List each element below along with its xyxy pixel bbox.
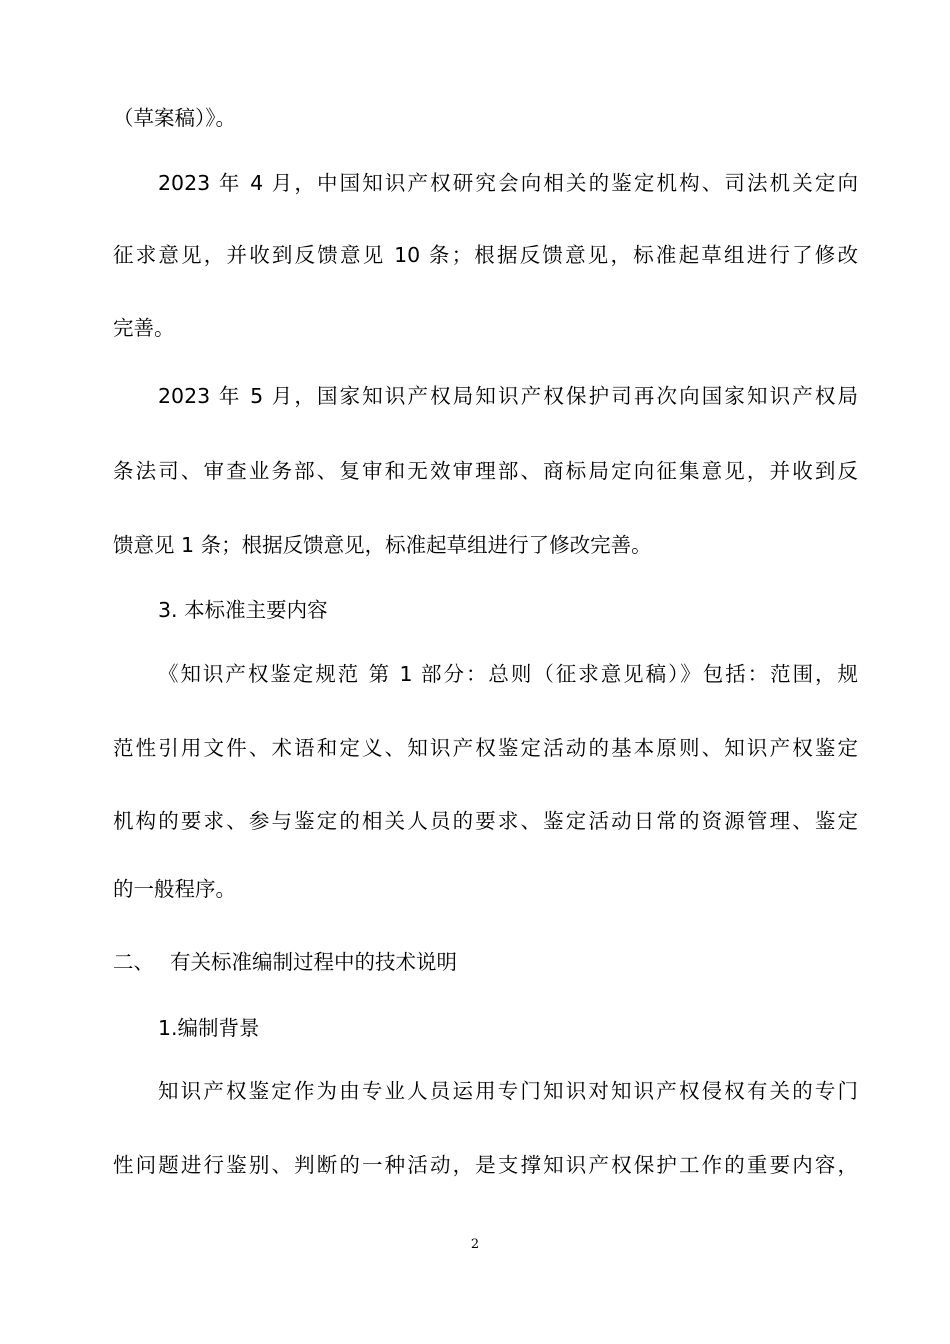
- section-number: 二、: [113, 950, 154, 974]
- text-line: 性问题进行鉴别、判断的一种活动，是支撑知识产权保护工作的重要内容，: [113, 1153, 858, 1177]
- subsection-heading: 1.编制背景: [158, 1016, 260, 1040]
- text-line: 的一般程序。: [113, 877, 236, 901]
- paragraph-first-line: 2023 年 5 月，国家知识产权局知识产权保护司再次向国家知识产权局: [158, 384, 858, 408]
- text-line: 征求意见，并收到反馈意见 10 条；根据反馈意见，标准起草组进行了修改: [113, 243, 858, 267]
- paragraph-first-line: 2023 年 4 月，中国知识产权研究会向相关的鉴定机构、司法机关定向: [158, 171, 858, 195]
- text-line: 机构的要求、参与鉴定的相关人员的要求、鉴定活动日常的资源管理、鉴定: [113, 809, 858, 833]
- subsection-heading: 3. 本标准主要内容: [158, 598, 328, 622]
- text-line: 馈意见 1 条；根据反馈意见，标准起草组进行了修改完善。: [113, 533, 652, 557]
- page-number: 2: [470, 1237, 480, 1252]
- text-line: 完善。: [113, 316, 175, 340]
- section-title: 有关标准编制过程中的技术说明: [170, 950, 457, 974]
- text-line: 条法司、审查业务部、复审和无效审理部、商标局定向征集意见，并收到反: [113, 459, 858, 483]
- paragraph-first-line: 知识产权鉴定作为由专业人员运用专门知识对知识产权侵权有关的专门: [158, 1079, 858, 1103]
- paragraph-first-line: 《知识产权鉴定规范 第 1 部分：总则（征求意见稿）》包括：范围，规: [158, 662, 858, 686]
- text-line: （草案稿）》。: [113, 106, 236, 130]
- section-heading: [113, 947, 858, 977]
- text-line: 范性引用文件、术语和定义、知识产权鉴定活动的基本原则、知识产权鉴定: [113, 736, 858, 760]
